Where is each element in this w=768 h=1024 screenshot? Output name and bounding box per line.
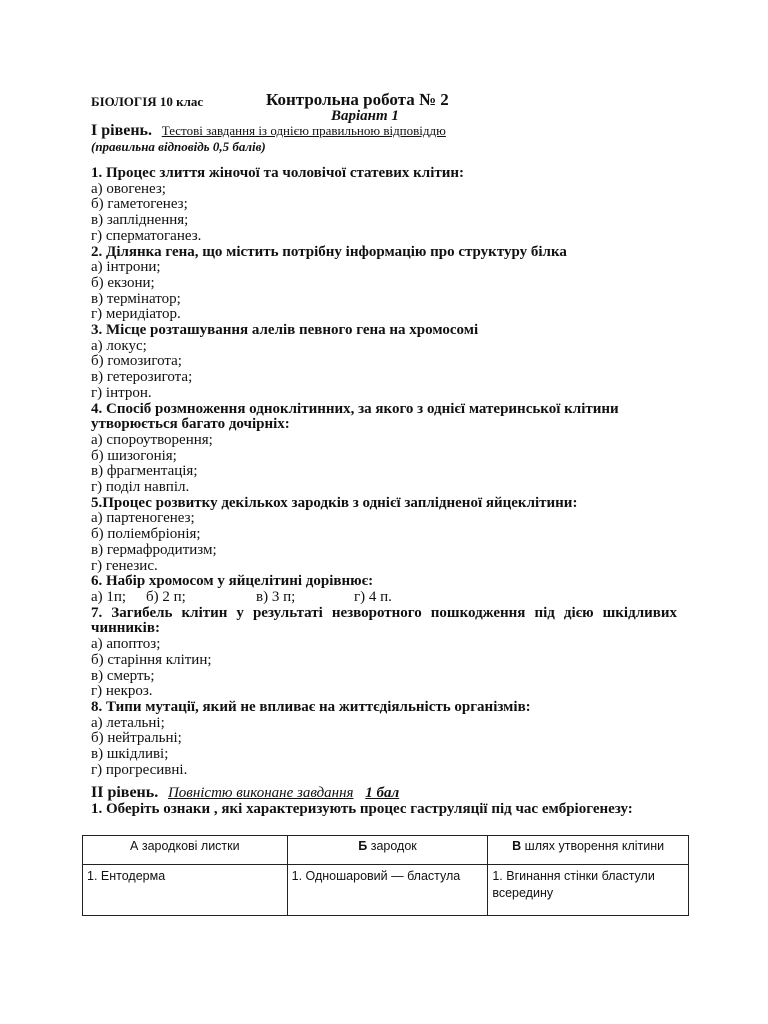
- answer-option: б) гаметогенез;: [91, 196, 188, 213]
- question-text: 7. Загибель клітин у результаті незворотного пошкодження під дією шкідливих чинників:: [91, 604, 677, 637]
- answer-option: б) 2 п;: [146, 588, 186, 605]
- question-2: [91, 245, 677, 324]
- question-5: [91, 496, 677, 575]
- level2-heading: [91, 785, 691, 801]
- answer-option: б) поліембріонія;: [91, 526, 201, 543]
- question-text: 5.Процес розвитку декількох зародків з однієї заплідненої яйцеклітини:: [91, 494, 578, 511]
- table-cell: 1. Одношаровий — бластула: [287, 865, 488, 916]
- level1-label: І рівень.: [91, 122, 152, 139]
- table-row: [83, 865, 689, 916]
- answer-option: в) запліднення;: [91, 212, 189, 229]
- answer-option: в) смерть;: [91, 667, 155, 684]
- question-3: [91, 323, 677, 402]
- answer-option: г) інтрон.: [91, 384, 152, 401]
- answer-option: а) овогенез;: [91, 180, 166, 197]
- variant-label: Варіант 1: [331, 108, 399, 124]
- answer-option: в) термінатор;: [91, 290, 181, 307]
- answer-option: г) поділ навпіл.: [91, 479, 190, 496]
- answer-option: в) шкідливі;: [91, 746, 169, 763]
- questions-list: [91, 166, 677, 778]
- column-title: зародок: [367, 839, 417, 853]
- task-text: 1. Оберіть ознаки , які характеризують процес гаструляції під час ембріогенезу:: [91, 801, 633, 817]
- table-header-row: [83, 836, 689, 865]
- level2-label: ІІ рівень.: [91, 784, 159, 801]
- level1-description: Тестові завдання із однією правильною відповіддю: [161, 123, 446, 138]
- level1-note: (правильна відповідь 0,5 балів): [91, 139, 266, 154]
- answer-option: г) генезис.: [91, 557, 158, 574]
- answer-options-row: [91, 590, 677, 606]
- answer-option: г) меридіатор.: [91, 306, 181, 323]
- question-text: 4. Спосіб розмноження одноклітинних, за якого з однієї материнської клітини утворюється багато дочірніх:: [91, 400, 619, 433]
- subject-label: БІОЛОГІЯ 10 клас: [91, 94, 204, 109]
- answer-option: б) старіння клітин;: [91, 651, 212, 668]
- answer-option: г) 4 п.: [354, 588, 392, 605]
- answer-option: в) гетерозигота;: [91, 369, 193, 386]
- question-1: [91, 166, 677, 245]
- column-title: шлях утворення клітини: [521, 839, 665, 853]
- answer-option: б) шизогонія;: [91, 447, 177, 464]
- answer-option: а) летальні;: [91, 714, 165, 731]
- column-header-b: [287, 836, 488, 865]
- answer-option: б) нейтральні;: [91, 730, 182, 747]
- answer-option: а) інтрони;: [91, 259, 161, 276]
- question-text: 3. Місце розташування алелів певного гена на хромосомі: [91, 322, 479, 339]
- answer-option: б) екзони;: [91, 274, 155, 291]
- answer-option: а) локус;: [91, 337, 147, 354]
- answer-option: в) фрагментація;: [91, 463, 198, 480]
- column-letter: В: [512, 839, 522, 853]
- answer-option: в) гермафродитизм;: [91, 541, 217, 558]
- column-title: зародкові листки: [138, 839, 240, 853]
- question-4: [91, 402, 677, 496]
- question-text: 8. Типи мутації, який не впливає на життєдіяльність організмів:: [91, 698, 531, 715]
- question-text: 2. Ділянка гена, що містить потрібну інформацію про структуру білка: [91, 243, 567, 260]
- column-header-a: [83, 836, 288, 865]
- level2-description: Повністю виконане завдання: [167, 785, 354, 801]
- column-letter: Б: [358, 839, 368, 853]
- table-cell: 1. Вгинання стінки бластули всередину: [488, 865, 689, 916]
- question-text: 1. Процес злиття жіночої та чоловічої статевих клітин:: [91, 165, 465, 181]
- answer-option: а) спороутворення;: [91, 431, 213, 448]
- answer-option: а) партеногенез;: [91, 510, 195, 527]
- answer-option: г) сперматоганез.: [91, 227, 202, 244]
- level1-heading: [91, 122, 691, 155]
- column-header-v: [488, 836, 689, 865]
- answer-option: а) 1п;: [91, 588, 127, 605]
- answer-option: б) гомозигота;: [91, 353, 182, 370]
- column-letter: А: [130, 839, 139, 853]
- question-6: [91, 574, 677, 605]
- question-text: 6. Набір хромосом у яйцелітині дорівнює:: [91, 573, 374, 590]
- answers-table: [82, 835, 689, 916]
- answer-option: в) 3 п;: [256, 588, 296, 605]
- question-8: [91, 700, 677, 779]
- question-7: [91, 606, 677, 700]
- level2-points: 1 бал: [365, 785, 400, 801]
- answer-option: г) некроз.: [91, 683, 153, 700]
- level2-section: [91, 785, 691, 817]
- answer-option: г) прогресивні.: [91, 761, 188, 778]
- table-cell: 1. Ентодерма: [83, 865, 288, 916]
- page-title: Контрольна робота № 2: [266, 90, 449, 109]
- answer-option: а) апоптоз;: [91, 636, 161, 653]
